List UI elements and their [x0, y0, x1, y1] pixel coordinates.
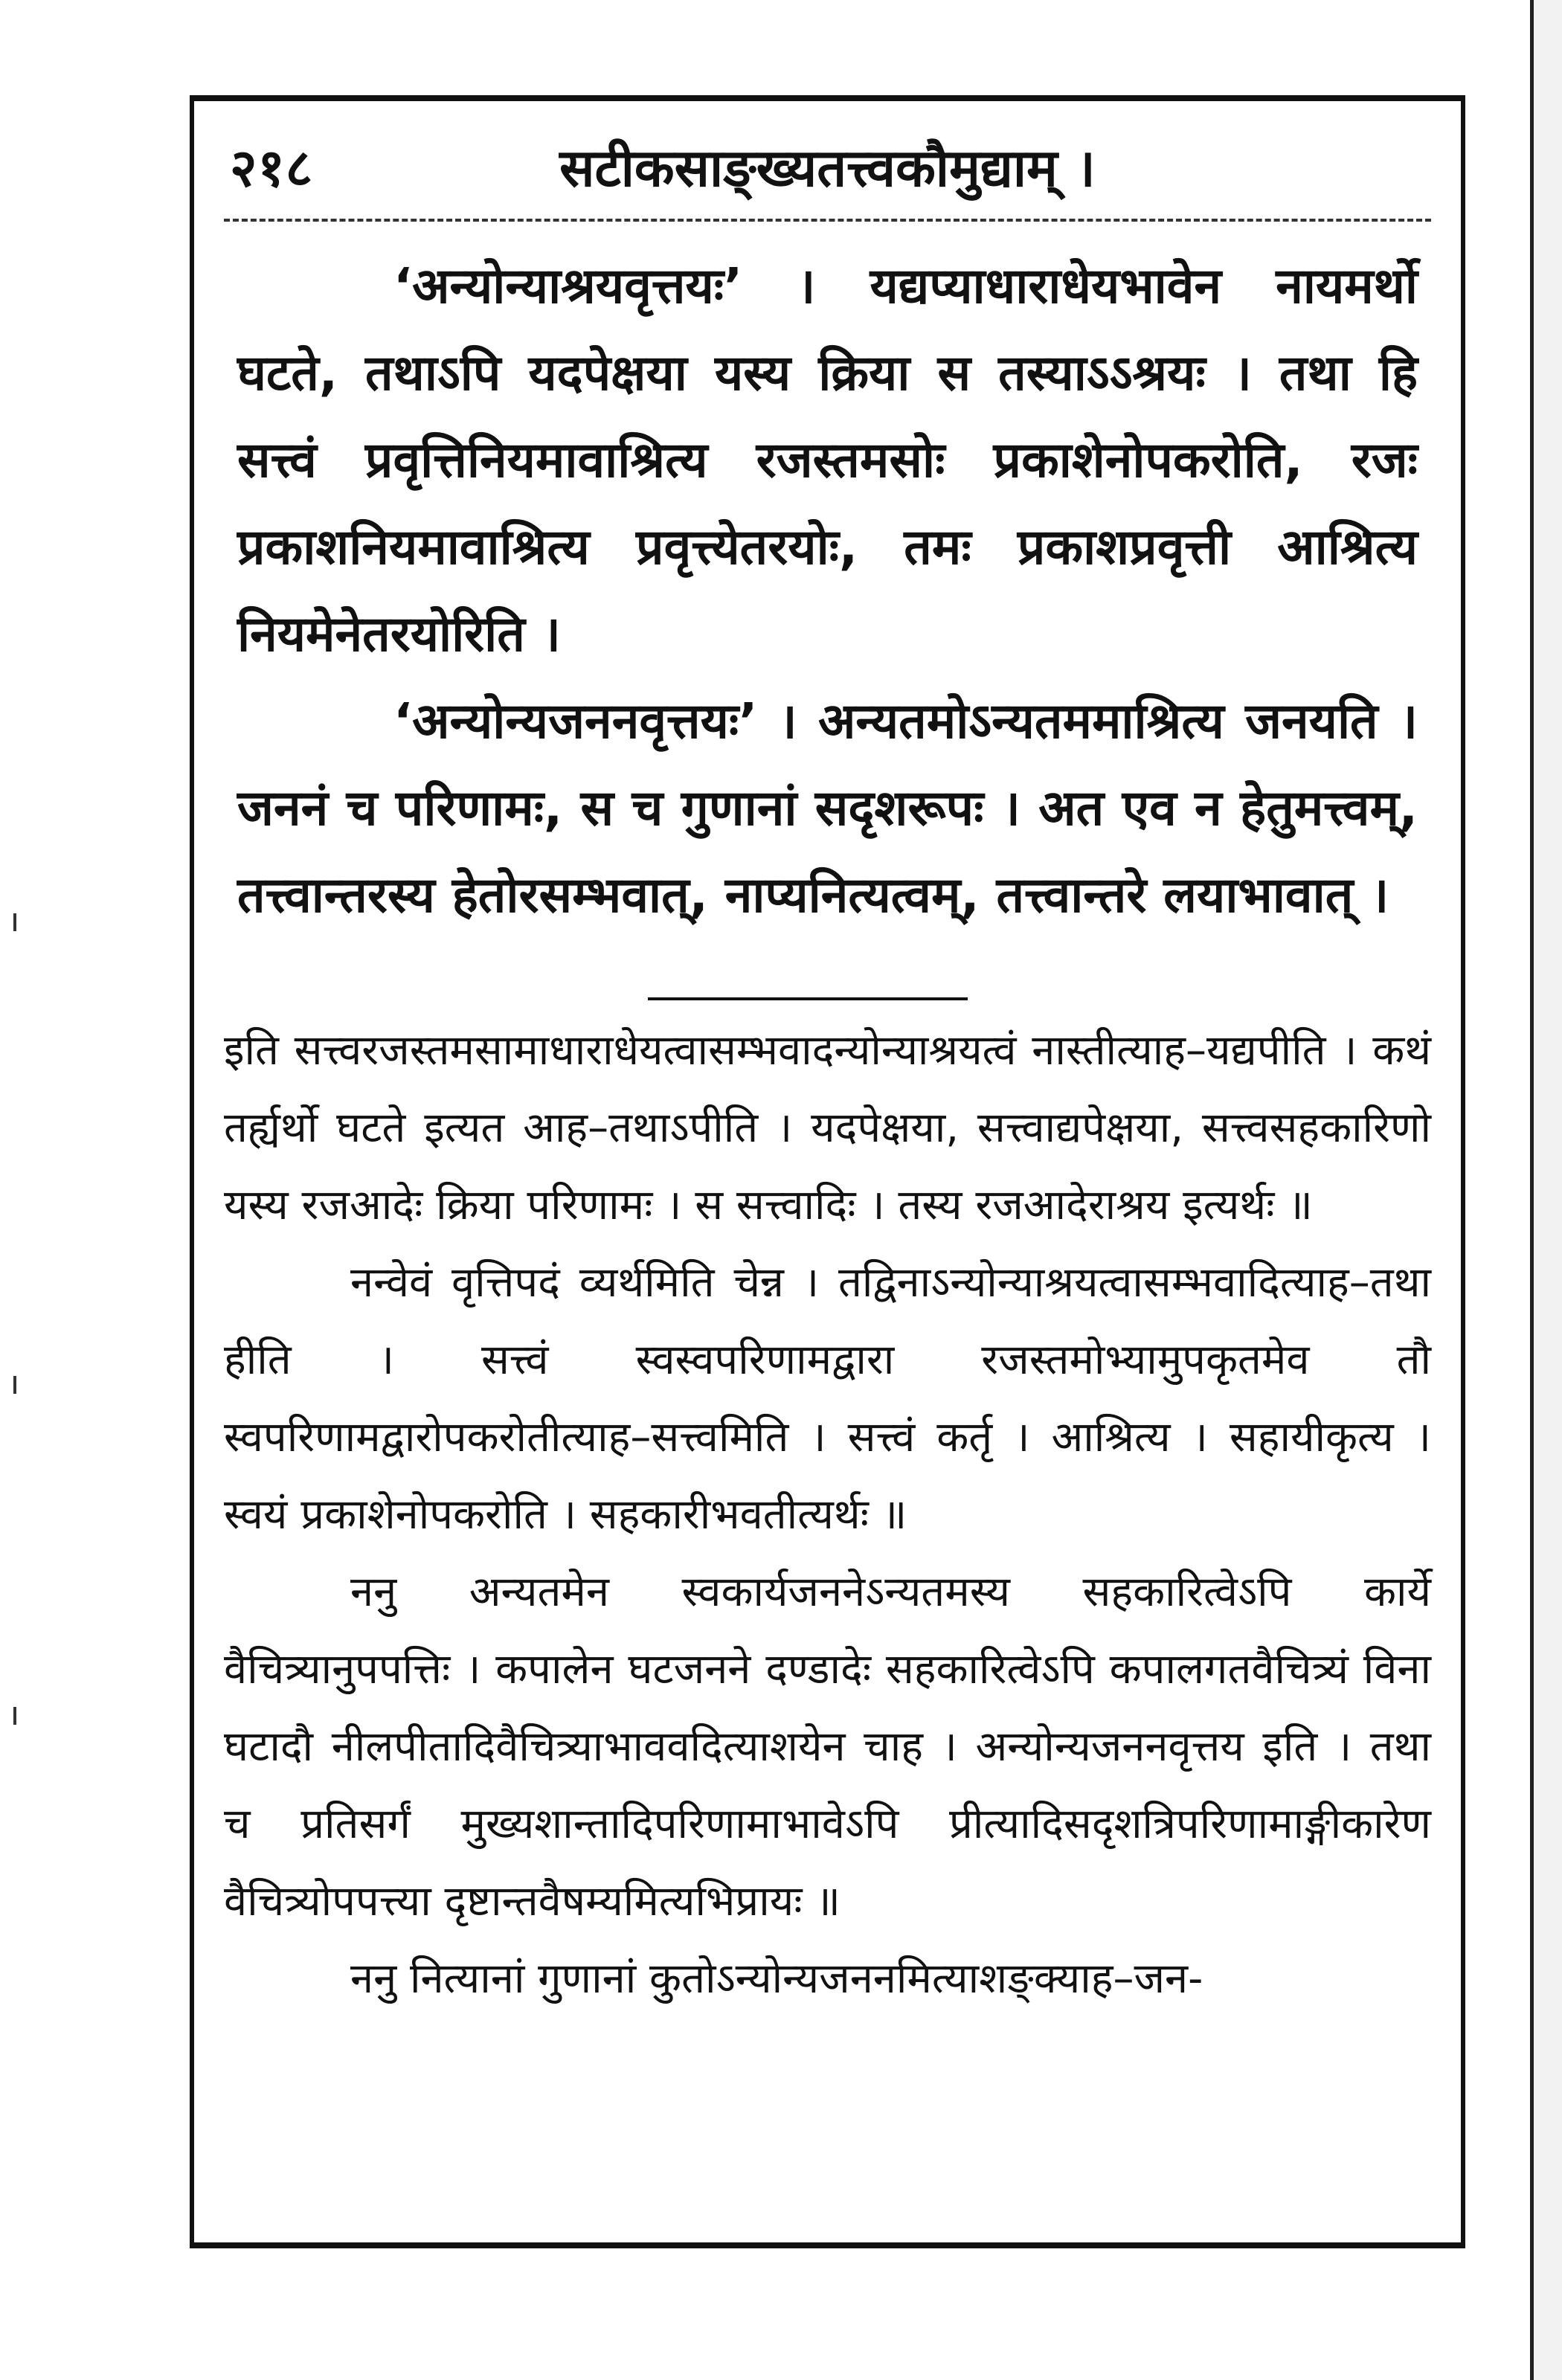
- header-rule: [224, 219, 1431, 222]
- section-divider: [648, 997, 968, 1000]
- scan-speck: [13, 1707, 16, 1725]
- page-number: २१८: [230, 138, 314, 199]
- sub-commentary: [224, 1012, 1431, 2018]
- page-header: [224, 131, 1431, 205]
- running-title: सटीकसाङ्ख्यतत्त्वकौमुद्याम् ।: [559, 138, 1096, 199]
- scan-edge: [1530, 0, 1562, 2380]
- subcommentary-paragraph: इति सत्त्वरजस्तमसामाधाराधेयत्वासम्भवादन्योन्याश्रयत्वं नास्तीत्याह–यद्यपीति । कथं तर्ह्यर्थो घटते इत्यत आह–तथाऽपीति । यदपेक्षया, सत्त्वाद्यपेक्षया, सत्त्वसहकारिणो यस्य रजआदेः क्रिया परिणामः । स सत्त्वादिः । तस्य रजआदेराश्रय इत्यर्थः ॥: [224, 1026, 1431, 1229]
- subcommentary-paragraph: ननु नित्यानां गुणानां कुतोऽन्योन्यजननमित्याशङ्क्याह–जन-: [350, 1955, 1203, 2003]
- commentary-paragraph: ‘अन्योन्याश्रयवृत्तयः’ । यद्यप्याधाराधेयभावेन नायमर्थो घटते, तथाऽपि यदपेक्षया यस्य क्रिया स तस्याऽऽश्रयः । तथा हि सत्त्वं प्रवृत्तिनियमावाश्रित्य रजस्तमसोः प्रकाशेनोपकरोति, रजः प्रकाशनियमावाश्रित्य प्रवृत्त्येतरयोः, तमः प्रकाशप्रवृत्ती आश्रित्य नियमेनेतरयोरिति ।: [237, 257, 1418, 663]
- subcommentary-paragraph: ननु अन्यतमेन स्वकार्यजननेऽन्यतमस्य सहकारित्वेऽपि कार्ये वैचित्र्यानुपपत्तिः । कपालेन घटजनने दण्डादेः सहकारित्वेऽपि कपालगतवैचित्र्यं विना घटादौ नीलपीतादिवैचित्र्याभाववदित्याशयेन चाह । अन्योन्यजननवृत्तय इति । तथा च प्रतिसर्गं मुख्यशान्तादिपरिणामाभावेऽपि प्रीत्यादिसदृशत्रिपरिणामाङ्गीकारेण वैचित्र्योपपत्त्या दृष्टान्तवैषम्यमित्यभिप्रायः ॥: [224, 1568, 1431, 1926]
- main-commentary: [237, 242, 1418, 939]
- scan-speck: [13, 913, 16, 931]
- subcommentary-paragraph: नन्वेवं वृत्तिपदं व्यर्थमिति चेन्न । तद्विनाऽन्योन्याश्रयत्वासम्भवादित्याह–तथा हीति । सत्त्वं स्वस्वपरिणामद्वारा रजस्तमोभ्यामुपकृतमेव तौ स्वपरिणामद्वारोपकरोतीत्याह–सत्त्वमिति । सत्त्वं कर्तृ । आश्रित्य । सहायीकृत्य । स्वयं प्रकाशेनोपकरोति । सहकारीभवतीत्यर्थः ॥: [224, 1258, 1431, 1539]
- commentary-paragraph: ‘अन्योन्यजननवृत्तयः’ । अन्यतमोऽन्यतममाश्रित्य जनयति । जननं च परिणामः, स च गुणानां सदृशरूपः । अत एव न हेतुमत्त्वम्, तत्त्वान्तरस्य हेतोरसम्भवात्, नाप्यनित्यत्वम्, तत्त्वान्तरे लयाभावात् ।: [237, 692, 1418, 924]
- page-frame: [190, 95, 1465, 2248]
- scan-speck: [13, 1376, 16, 1394]
